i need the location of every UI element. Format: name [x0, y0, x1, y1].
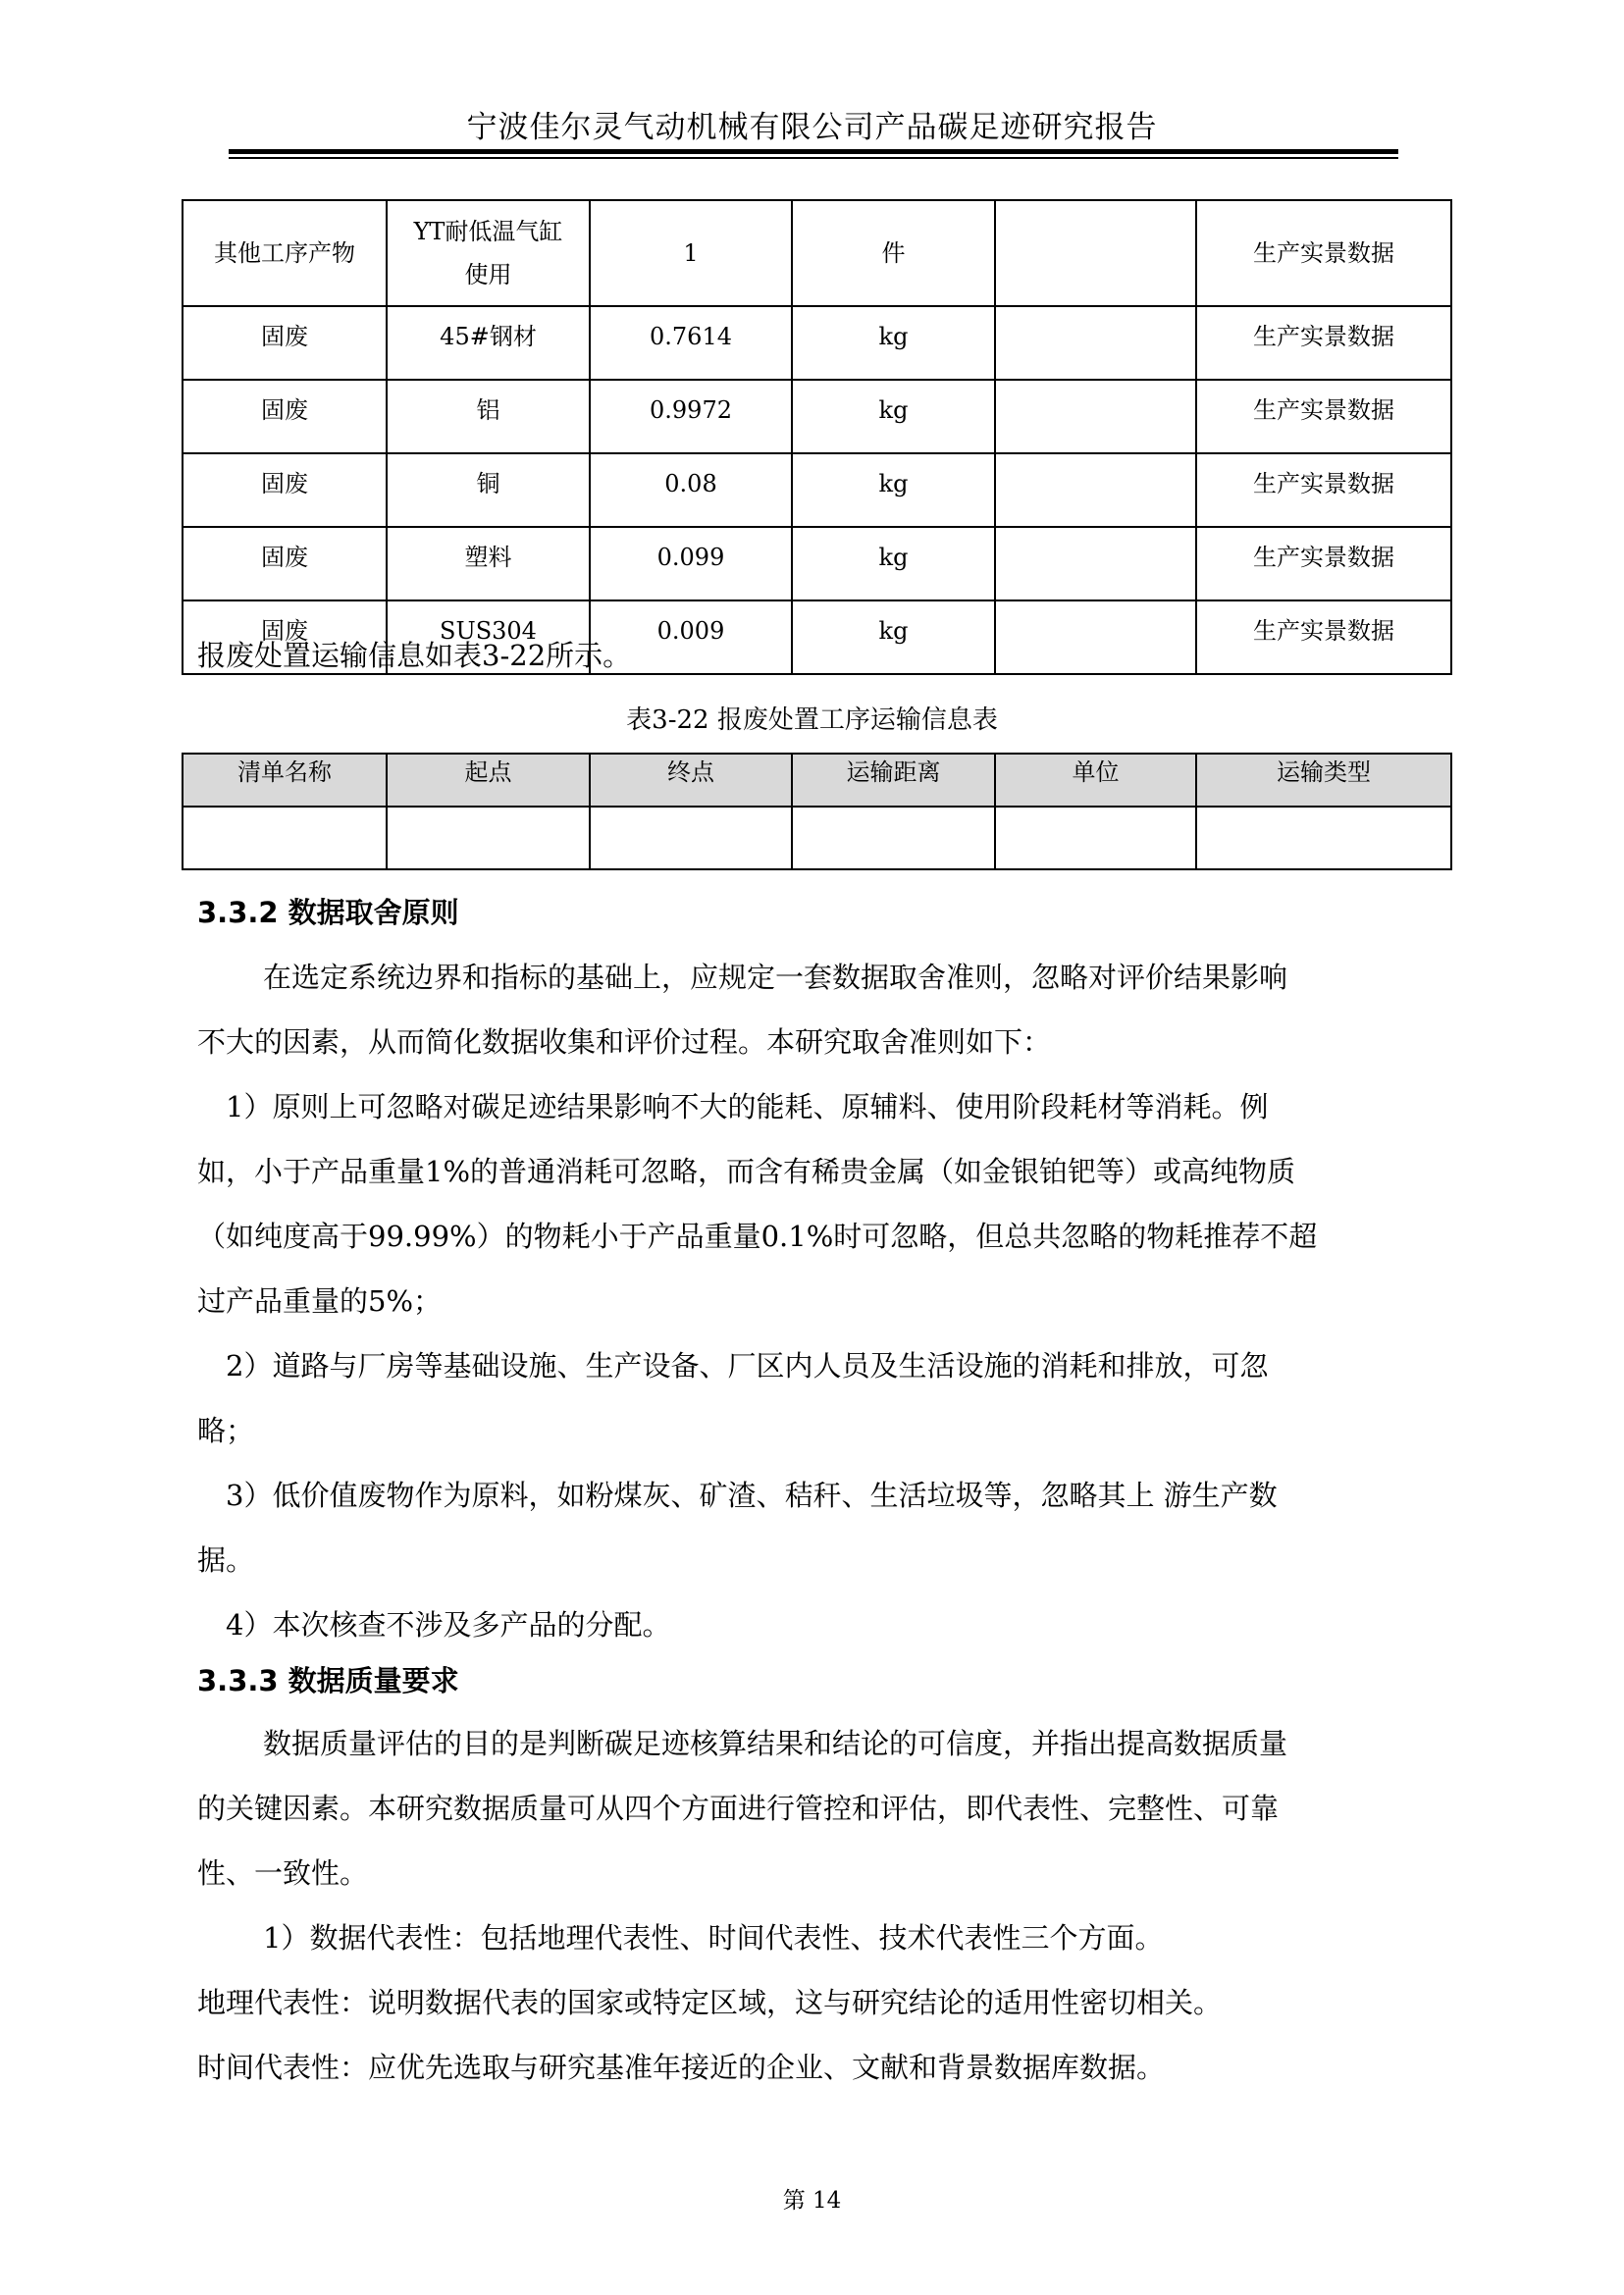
table-cell: 固废 [183, 527, 387, 600]
table-cell: SUS304 [387, 600, 590, 674]
paragraph-line: 数据质量评估的目的是判断碳足迹核算结果和结论的可信度，并指出提高数据质量 [263, 1727, 1288, 1760]
table-row [183, 380, 1451, 453]
paragraph-line: 的关键因素。本研究数据质量可从四个方面进行管控和评估，即代表性、完整性、可靠 [197, 1792, 1280, 1825]
table-cell [590, 807, 792, 869]
column-header: 运输距离 [792, 754, 995, 807]
table-cell: kg [792, 600, 995, 674]
list-item-1: 1）数据代表性：包括地理代表性、时间代表性、技术代表性三个方面。 [263, 1921, 1164, 1955]
table-row [183, 453, 1451, 527]
page-header-title: 宁波佳尔灵气动机械有限公司产品碳足迹研究报告 [466, 110, 1158, 145]
column-header: 单位 [995, 754, 1196, 807]
table-cell [1196, 807, 1451, 869]
table-cell: 件 [792, 200, 995, 306]
table-cell: kg [792, 453, 995, 527]
paragraph-line: 如，小于产品重量1%的普通消耗可忽略，而含有稀贵金属（如金银铂钯等）或高纯物质 [197, 1155, 1296, 1188]
table-cell [387, 807, 590, 869]
paragraph-line: 略； [197, 1414, 255, 1447]
table-cell [995, 600, 1196, 674]
table-cell: 0.9972 [590, 380, 792, 453]
header-rule-thin [229, 157, 1398, 159]
table-row [183, 200, 1451, 306]
paragraph-line: 地理代表性：说明数据代表的国家或特定区域，这与研究结论的适用性密切相关。 [197, 1986, 1223, 2019]
table-cell: 0.099 [590, 527, 792, 600]
table-cell [995, 453, 1196, 527]
column-header: 运输类型 [1196, 754, 1451, 807]
intro-line: 报废处置运输信息如表3-22所示。 [197, 639, 632, 672]
header-rule-thick [229, 149, 1398, 154]
paragraph-line: 不大的因素，从而简化数据收集和评价过程。本研究取舍准则如下： [197, 1025, 1052, 1059]
table-cell [995, 306, 1196, 380]
list-item-2: 2）道路与厂房等基础设施、生产设备、厂区内人员及生活设施的消耗和排放，可忽 [226, 1349, 1269, 1382]
table-cell: 铝 [387, 380, 590, 453]
table-cell: 固废 [183, 600, 387, 674]
table-cell: 生产实景数据 [1196, 306, 1451, 380]
table-cell: 45#钢材 [387, 306, 590, 380]
paragraph-line: 过产品重量的5%； [197, 1284, 443, 1318]
table-cell: 固废 [183, 380, 387, 453]
table-cell: 0.08 [590, 453, 792, 527]
table-cell: 生产实景数据 [1196, 200, 1451, 306]
paragraph-line: 据。 [197, 1543, 255, 1577]
section-heading-3-3-2: 3.3.2 数据取舍原则 [197, 896, 459, 929]
section-heading-3-3-3: 3.3.3 数据质量要求 [197, 1664, 459, 1697]
table-cell: YT耐低温气缸使用 [387, 200, 590, 306]
table-cell: 0.009 [590, 600, 792, 674]
list-item-3: 3）低价值废物作为原料，如粉煤灰、矿渣、秸秆、生活垃圾等，忽略其上 游生产数 [226, 1479, 1278, 1512]
table-row [183, 306, 1451, 380]
page-number: 第 14 [782, 2188, 842, 2214]
table-cell [995, 807, 1196, 869]
column-header: 起点 [387, 754, 590, 807]
table-cell [995, 527, 1196, 600]
table-cell: 其他工序产物 [183, 200, 387, 306]
table-cell [995, 200, 1196, 306]
table-cell [183, 807, 387, 869]
table-header-row [183, 754, 1451, 807]
transport-info-table [182, 753, 1452, 870]
table-cell: 塑料 [387, 527, 590, 600]
paragraph-line: 时间代表性：应优先选取与研究基准年接近的企业、文献和背景数据库数据。 [197, 2051, 1166, 2084]
paragraph-line: 性、一致性。 [197, 1856, 369, 1890]
table-cell: kg [792, 306, 995, 380]
table-cell: kg [792, 380, 995, 453]
table-caption: 表3-22 报废处置工序运输信息表 [626, 705, 998, 735]
table-cell: 固废 [183, 306, 387, 380]
table-cell: 生产实景数据 [1196, 453, 1451, 527]
table-cell: 生产实景数据 [1196, 380, 1451, 453]
table-cell: 固废 [183, 453, 387, 527]
table-cell: 铜 [387, 453, 590, 527]
list-item-1: 1）原则上可忽略对碳足迹结果影响不大的能耗、原辅料、使用阶段耗材等消耗。例 [226, 1090, 1269, 1123]
table-cell: 生产实景数据 [1196, 527, 1451, 600]
paragraph-line: （如纯度高于99.99%）的物耗小于产品重量0.1%时可忽略，但总共忽略的物耗推荐不超 [197, 1220, 1318, 1253]
column-header: 清单名称 [183, 754, 387, 807]
list-item-4: 4）本次核查不涉及多产品的分配。 [226, 1608, 671, 1642]
table-cell: 1 [590, 200, 792, 306]
table-cell [995, 380, 1196, 453]
table-row [183, 807, 1451, 869]
solid-waste-table [182, 199, 1452, 675]
table-cell: kg [792, 527, 995, 600]
paragraph-line: 在选定系统边界和指标的基础上，应规定一套数据取舍准则，忽略对评价结果影响 [263, 961, 1288, 994]
table-cell: 生产实景数据 [1196, 600, 1451, 674]
table-cell: 0.7614 [590, 306, 792, 380]
column-header: 终点 [590, 754, 792, 807]
table-cell [792, 807, 995, 869]
table-row [183, 527, 1451, 600]
